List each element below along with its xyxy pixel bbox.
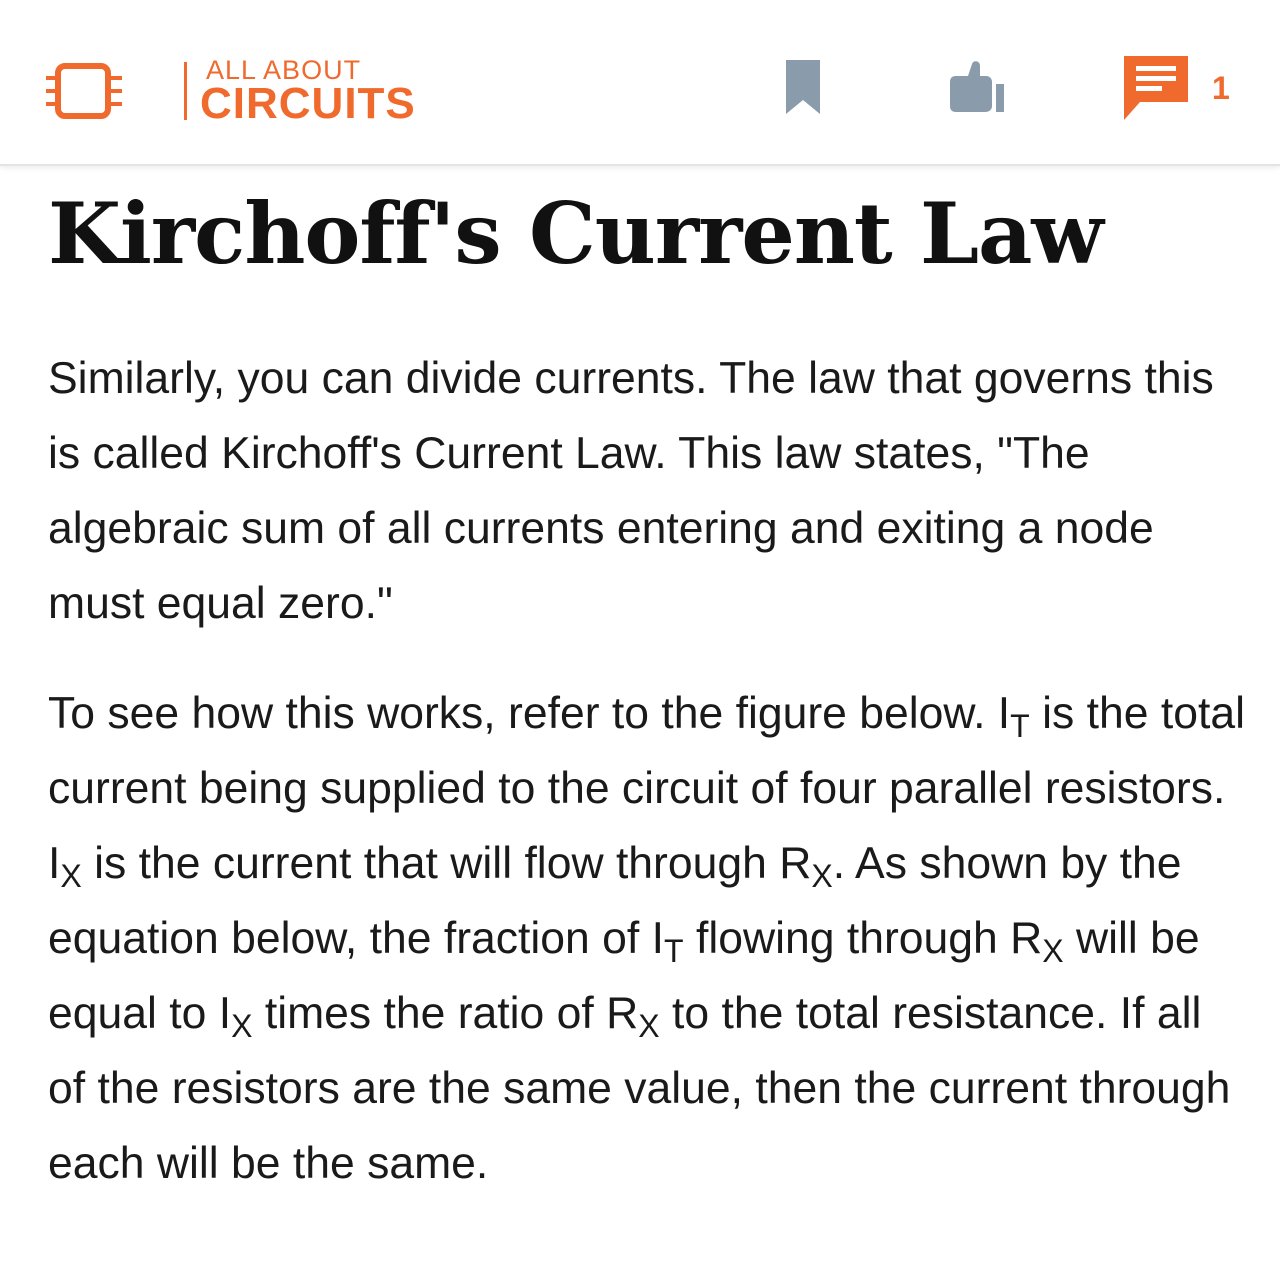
bookmark-button[interactable] [780,56,826,118]
text-run: times the ratio of R [252,989,639,1038]
logo-text-bottom: CIRCUITS [200,79,416,128]
subscript-x: X [60,857,82,894]
text-run: will be equal to I [48,914,1200,1038]
logo-divider [184,62,187,120]
subscript-x: X [1042,932,1064,969]
subscript-t: T [1010,707,1030,744]
app-header [0,0,1280,166]
text-run: flowing through R [683,914,1043,963]
subscript-x: X [638,1007,660,1044]
logo-text-top: ALL ABOUT [206,55,362,85]
subscript-x: X [811,857,833,894]
thumbs-up-icon [940,58,1012,116]
site-logo[interactable] [46,55,416,128]
chip-logo-icon [46,60,126,122]
like-button[interactable] [940,58,1012,116]
article-title: Kirchoff's Current Law [48,184,1103,283]
text-run: is the current that will flow through R [81,839,812,888]
article-paragraph-1: Similarly, you can divide currents. The law that governs this is called Kirchoff's Current Law. This law states, "The algebraic sum of all currents entering and exiting a node must equal zero." [48,354,1214,628]
comments-button[interactable] [1118,50,1238,124]
subscript-t: T [664,932,684,969]
text-run: is the total current being supplied to the circuit of four parallel resistors. I [48,689,1245,888]
comment-icon [1118,50,1190,122]
text-run: to the total resistance. If all of the resistors are the same value, then the current through each will be the same. [48,989,1231,1188]
text-run: To see how this works, refer to the figure below. I [48,689,1011,738]
text-run: . As shown by the equation below, the fraction of I [48,839,1182,963]
bookmark-icon [780,56,826,118]
article-paragraph-2 [48,676,1248,1201]
subscript-x: X [231,1007,253,1044]
comment-count: 1 [1212,70,1230,106]
